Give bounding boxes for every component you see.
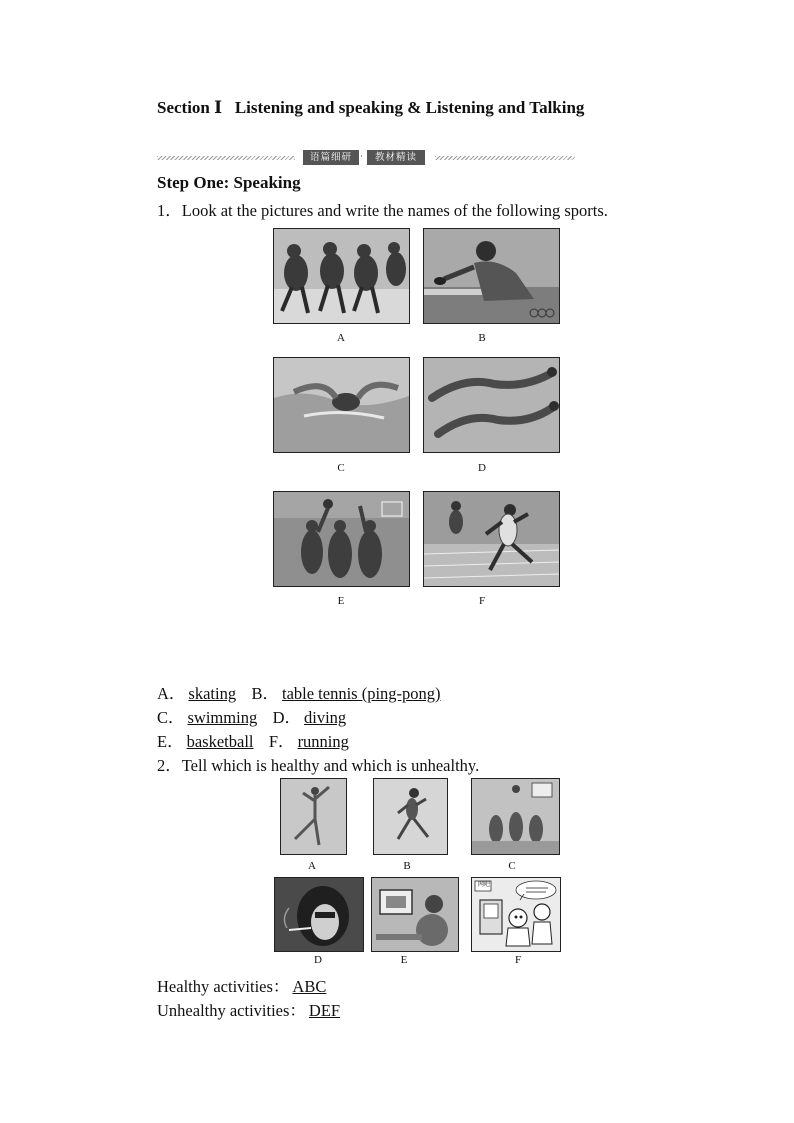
q1-answers-row-3 (157, 728, 352, 752)
q1-instruction: 1．Look at the pictures and write the names of the following sports. (157, 201, 608, 220)
basketball-photo (273, 491, 410, 587)
answer-letter-b: B． (251, 684, 279, 703)
answer-letter-d: D． (272, 708, 301, 727)
banner-label-left: 语篇细研 (303, 150, 359, 165)
computer-games-photo (371, 877, 459, 952)
q1-caption-b: B (478, 332, 486, 344)
answer-b: table tennis (ping-pong) (281, 684, 441, 703)
q2-caption-e: E (400, 954, 408, 966)
cartoon-photo (471, 877, 561, 952)
unhealthy-label: Unhealthy activities： (157, 1001, 306, 1020)
table-tennis-photo (423, 228, 560, 324)
answer-letter-f: F． (268, 732, 295, 751)
answer-e: basketball (186, 732, 254, 751)
answer-a: skating (188, 684, 237, 703)
section-banner (157, 148, 575, 168)
answer-f: running (297, 732, 349, 751)
q1-answers-row-1 (157, 680, 444, 704)
healthy-answer: ABC (292, 977, 327, 996)
smoking-photo (274, 877, 364, 952)
answer-c: swimming (187, 708, 258, 727)
q2-caption-c: C (508, 860, 516, 872)
speed-skating-photo (273, 228, 410, 324)
q1-answers-row-2 (157, 704, 349, 728)
jogging-photo (373, 778, 448, 855)
healthy-line (157, 973, 329, 997)
q1-caption-d: D (478, 462, 486, 474)
answer-letter-c: C． (157, 708, 185, 727)
banner-separator: · (360, 152, 363, 162)
q2-caption-b: B (403, 860, 411, 872)
unhealthy-line (157, 997, 343, 1021)
basketball-game-photo (471, 778, 560, 855)
q2-instruction: 2．Tell which is healthy and which is unhealthy. (157, 756, 480, 775)
ballet-photo (280, 778, 347, 855)
answer-letter-a: A． (157, 684, 186, 703)
answer-letter-e: E． (157, 732, 184, 751)
step-one-heading: Step One: Speaking (157, 173, 301, 192)
healthy-label: Healthy activities： (157, 977, 290, 996)
q2-caption-f: F (514, 954, 522, 966)
q1-caption-e: E (337, 595, 345, 607)
answer-d: diving (304, 708, 347, 727)
banner-label-right: 教材精读 (367, 150, 425, 165)
banner-hatch-right (435, 156, 575, 160)
q1-caption-c: C (337, 462, 345, 474)
section-title: Section Ⅰ Listening and speaking & Listening and Talking (157, 98, 585, 117)
q2-caption-a: A (308, 860, 316, 872)
cartoon-sign-text: 网吧 (477, 881, 490, 888)
diving-photo (423, 357, 560, 453)
q2-caption-d: D (314, 954, 322, 966)
q1-caption-f: F (478, 595, 486, 607)
running-photo (423, 491, 560, 587)
unhealthy-answer: DEF (308, 1001, 341, 1020)
swimming-photo (273, 357, 410, 453)
q1-caption-a: A (337, 332, 345, 344)
banner-hatch-left (157, 156, 295, 160)
